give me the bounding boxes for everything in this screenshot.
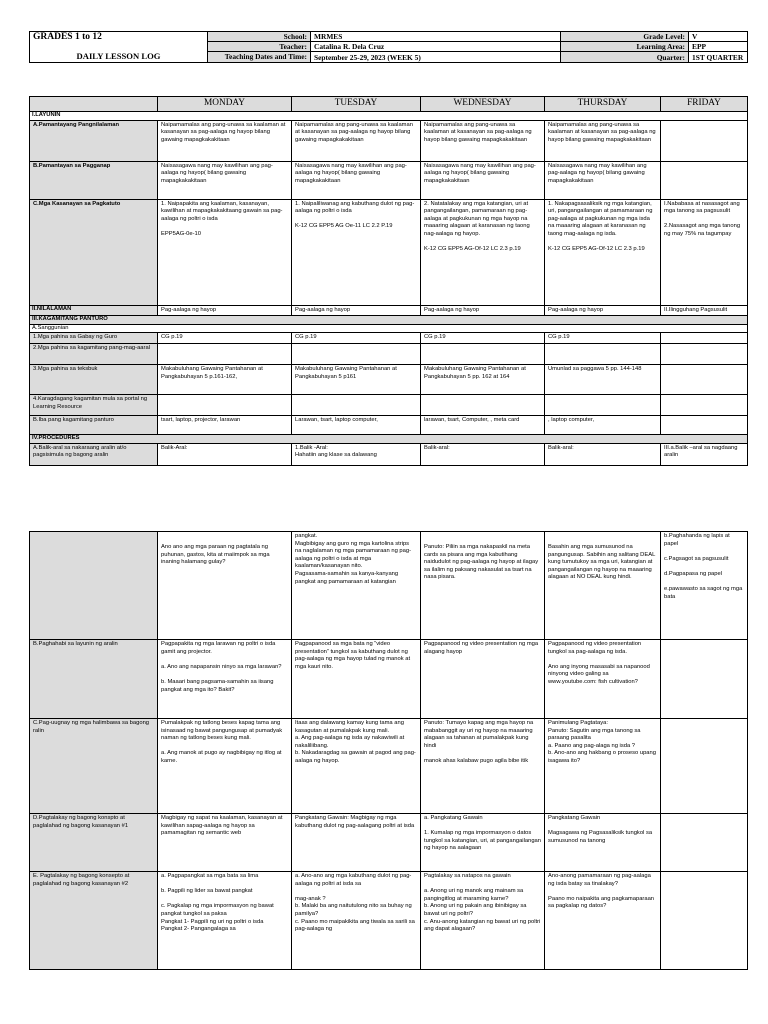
cell-karagdagang-mon [158,394,292,415]
teacher-label: Teacher: [208,42,311,52]
cell-pagtalakay2-thu: Ano-anong pamamaraan ng pag-aalaga ng isda batay sa tinalakay? Paano mo naipakita ang pagkamaparaan sa pagkalap ng datos? [545,872,661,970]
cell-pagkatuto-thu: 1. Nakapagsasaliksik ng mga katangian, uri, pangangailangan at pamamaraan ng pag-aalaga at pagkukunan ng mga isda na maaaring alagaan at karanasan ng taong mag-aalaga ng isda. K-12 CG EPP5 AG-Of-12 LC 2.3 p.19 [545,199,661,305]
cell-nilalaman-thu: Pag-aalaga ng hayop [545,305,661,316]
row-label-teksbuk: 3.Mga pahina sa teksbuk [30,364,158,394]
cell-pag-uugnay-wed: Panuto: Tumayo kapag ang mga hayop na mababanggit ay uri ng hayop na maaaring alagaan sa tahanan at pumalakpak kung hindi manok ahas kalabaw pugo agila bibe itik [421,719,545,814]
cell-pagganap-tue: Naisasagawa nang may kawilihan ang pag-aalaga ng hayop( bilang gawaing mapagkakakitaan [292,161,421,199]
cell-pangnilalaman-thu: Naipamamalas ang pang-unawa sa kaalaman at kasanayan sa pag-aalaga ng hayop bilang gawaing mapagkakakitaan [545,120,661,161]
section-nilalaman: II.NILALAMAN [30,305,158,316]
cell-gabay-fri [661,333,748,344]
grade-level-value: V [689,32,748,42]
cell-pagtalakay1-mon: Magbigay ng sapat na kaalaman, kasanayan at kawilihan sapag-aalaga ng hayop sa pamamagitan ng semantic web [158,814,292,872]
cell-pagtalakay1-tue: Pangkatang Gawain: Magbigay ng mga kabuthang dulot ng pag-aalagang poltri at isda [292,814,421,872]
cell-paghahabi-mon: Pagpapakita ng mga larawan ng poltri o isda gamit ang projector. a. Ano ang napapansin ninyo sa mga larawan? b. Maaari bang pagsama-samahin sa iisang pangkat ang mga ito? Bakit? [158,640,292,719]
quarter-value: 1ST QUARTER [689,52,748,63]
cell-iba-pang-thu: , laptop computer, [545,415,661,434]
cell-balik-aral-mon: Balik-Aral: [158,443,292,465]
day-header-tuesday: TUESDAY [292,97,421,112]
cell-pangnilalaman-tue: Naipamamalas ang pang-unawa sa kaalaman at kasanayan sa pag-aalaga ng hayop bilang gawaing mapagkakakitaan [292,120,421,161]
cell-continuation-thu: Basahin ang mga sumusunod na pangungusap. Sabihin ang salitang DEAL kung tumutukoy sa mga uri, katangian at pangangailangan ng hayop na maaaring alagaan at NO DEAL kung hindi. [545,532,661,640]
cell-gabay-thu: CG p.19 [545,333,661,344]
cell-kpm-fri [661,343,748,364]
daily-lesson-log-title: DAILY LESSON LOG [76,51,161,61]
cell-karagdagang-fri [661,394,748,415]
cell-balik-aral-fri: III.a.Balik –aral sa nagdaang aralin [661,443,748,465]
day-header-wednesday: WEDNESDAY [421,97,545,112]
section-kagamitan: III.KAGAMITANG PANTURO [30,316,748,325]
header-table [29,31,748,63]
school-value: MRMES [311,32,561,42]
cell-pagganap-fri [661,161,748,199]
cell-pagganap-thu: Naisasagawa nang may kawilihan ang pag-aalaga ng hayop( bilang gawaing mapagkakakitaan [545,161,661,199]
row-label-gabay: 1.Mga pahina sa Gabay ng Guro [30,333,158,344]
cell-continuation-tue: pangkat. Magbibigay ang guro ng mga kartolina strips na naglalaman ng mga pamamaraan ng pag-aalaga ng poltri o isda at mga kaalaman/kasanayan nito. Pagsasama-samahin sa kanya-kanyang pangkat ang pamamaraan at katangian [292,532,421,640]
row-label-pagkatuto: C.Mga Kasanayan sa Pagkatuto [30,199,158,305]
grades-title: GRADES 1 to 12 [33,32,102,42]
day-header-thursday: THURSDAY [545,97,661,112]
cell-pagkatuto-fri: I.Nababasa at nasasagot ang mga tanong sa pagsusulit 2.Nasasagot ang mga tanong ng may 75% na tagumpay [661,199,748,305]
cell-teksbuk-tue: Makabuluhang Gawaing Pantahanan at Pangkabuhayan 5 p161 [292,364,421,394]
cell-gabay-wed: CG p.19 [421,333,545,344]
cell-pagkatuto-wed: 2. Natatalakay ang mga katangian, uri at pangangailangan, pamamaraan ng pag-aalaga at pagkukunan ng mga hayop na maaaring alagaan at karanasan ng taong nag-aalaga ng hayop. K-12 CG EPP5 AG-Of-12 LC 2.3 p.19 [421,199,545,305]
cell-iba-pang-fri [661,415,748,434]
row-label-continuation [30,532,158,640]
cell-paghahabi-tue: Pagpapanood sa mga bata ng “video presentation” tungkol sa kabuthang dulot ng pag-aalaga ng mga hayop tulad ng manok at mga kauri nito. [292,640,421,719]
cell-balik-aral-tue: 1.Balik -Aral: Hahatiin ang klase sa dalawang [292,443,421,465]
cell-nilalaman-tue: Pag-aalaga ng hayop [292,305,421,316]
cell-balik-aral-thu: Balik-aral: [545,443,661,465]
lesson-table-page1 [29,96,748,466]
cell-iba-pang-tue: Larawan, tsart, laptop computer, [292,415,421,434]
cell-pagkatuto-mon: 1. Naipapakita ang kaalaman, kasanayan, kawilihan at mapagkakakitaang gawain sa pag-aalaga ng poltri o isda EPP5AG-0e-10 [158,199,292,305]
lesson-table-page2 [29,531,748,970]
cell-pagtalakay1-fri [661,814,748,872]
cell-pagtalakay1-thu: Pangkatang Gawain Magsagawa ng Pagsasaliksik tungkol sa sumusunod na tanong [545,814,661,872]
learning-area-label: Learning Area: [561,42,689,52]
day-header-friday: FRIDAY [661,97,748,112]
cell-pag-uugnay-mon: Pumalakpak ng tatlong beses kapag tama ang isinasaad ng bawat pangungusap at pumadyak naman ng tatlong beses kung mali. a. Ang manok at pugo ay nagbibigay ng itlog at karne. [158,719,292,814]
cell-pag-uugnay-thu: Panimulang Pagtataya: Panuto: Sagutin ang mga tanong sa paraang pasalita a. Paano ang pag-alaga ng isda ? b. Ano-ano ang hakbang o proseso upang isagawa ito? [545,719,661,814]
cell-nilalaman-wed: Pag-aalaga ng hayop [421,305,545,316]
row-label-kagamitang-pang-mag-aaral: 2.Mga pahina sa kagamitang pang-mag-aaral [30,343,158,364]
cell-pagtalakay2-mon: a. Pagpapangkat sa mga bata sa lima b. Pagpili ng lider sa bawat pangkat c. Pagkalap ng mga impormasyon ng bawat pangkat tungkol sa paksa Pangkat 1- Pagpili ng uri ng poltri o isda Pangkat 2- Pangangalaga sa [158,872,292,970]
cell-gabay-tue: CG p.19 [292,333,421,344]
cell-kpm-thu [545,343,661,364]
day-header-monday: MONDAY [158,97,292,112]
cell-pag-uugnay-tue: Itaas ang dalawang kamay kung tama ang kasagutan at pumalakpak kung mali. a. Ang pag-aalaga ng isda ay nakawiwili at nakaliliibang. b. Nakadaragdag sa gawain at pagod ang pag-aalaga ng hayop. [292,719,421,814]
cell-paghahabi-wed: Pagpapanood ng video presentation ng mga alagang hayop [421,640,545,719]
cell-iba-pang-wed: larawan, tsart, Computer, , meta card [421,415,545,434]
cell-iba-pang-mon: tsart, laptop, projector, larawan [158,415,292,434]
row-label-pagtalakay-1: D.Pagtalakay ng bagong konspto at paglalahad ng bagong kasanayan #1 [30,814,158,872]
cell-continuation-wed: Panuto: Piliin sa mga nakapaskil na meta cards sa pisara ang mga kabutihang naidudulot ng pag-aalaga ng hayop at ilagay sa ilalim ng paksang nakasulat sa tsart na nasa pisara. [421,532,545,640]
cell-balik-aral-wed: Balik-aral: [421,443,545,465]
cell-pagganap-mon: Naisasagawa nang may kawilihan ang pag-aalaga ng hayop( bilang gawaing mapagkakakitaan [158,161,292,199]
section-procedures: IV.PROCEDURES [30,434,748,443]
row-label-iba-pang: B.Iba pang kagamitang panturo [30,415,158,434]
row-label-paghahabi: B.Paghahabi sa layunin ng aralin [30,640,158,719]
cell-pagtalakay2-fri [661,872,748,970]
row-label-karagdagang: 4.Karagdagang kagamitan mula sa portal ng Learning Resource [30,394,158,415]
cell-nilalaman-fri: II.Ilingguhang Pagsusulit [661,305,748,316]
learning-area-value: EPP [689,42,748,52]
quarter-label: Quarter: [561,52,689,63]
dates-value: September 25-29, 2023 (WEEK 5) [311,52,561,63]
cell-continuation-mon: Ano ano ang mga paraan ng pagtatala ng puhunan, gastos, kita at maiimpok sa mga inaning halamang gulay? [158,532,292,640]
grade-level-label: Grade Level: [561,32,689,42]
cell-teksbuk-mon: Makabuluhang Gawaing Pantahanan at Pangkabuhayan 5 p.161-162, [158,364,292,394]
school-label: School: [208,32,311,42]
teacher-value: Catalina R. Dela Cruz [311,42,561,52]
cell-paghahabi-thu: Pagpapanood ng video presentation tungkol sa pag-aalaga ng isda. Ano ang inyong masasabi sa napanood ninyong video galing sa www.youtube.com: fish cultivation? [545,640,661,719]
cell-kpm-tue [292,343,421,364]
cell-pagkatuto-tue: 1. Naipaliliwanag ang kabuthang dulot ng pag-aalaga ng poltri o isda K-12 CG EPP5 AG Oe-11 LC 2.2 P.19 [292,199,421,305]
cell-karagdagang-tue [292,394,421,415]
section-layunin: I.LAYUNIN [30,112,748,121]
cell-pagganap-wed: Naisasagawa nang may kawilihan ang pag-aalaga ng hayop( bilang gawaing mapagkakakitaan [421,161,545,199]
dates-label: Teaching Dates and Time: [208,52,311,63]
header-title-cell [30,32,208,63]
cell-continuation-fri: b.Paghahanda ng lapis at papel c.Pagsagot sa pagsusulit d.Pagpapasa ng papel e.pawawasto sa sagot ng mga bata [661,532,748,640]
cell-pangnilalaman-mon: Naipamamalas ang pang-unawa sa kaalaman at kasanayan sa pag-aalaga ng hayop bilang gawaing mapagkakakitaan [158,120,292,161]
row-label-pagtalakay-2: E. Pagtalakay ng bagong konsepto at paglalahad ng bagong kasanayan #2 [30,872,158,970]
cell-paghahabi-fri [661,640,748,719]
cell-nilalaman-mon: Pag-aalaga ng hayop [158,305,292,316]
day-header-empty [30,97,158,112]
cell-pagtalakay2-wed: Pagtalakay sa natapos na gawain a. Anong uri ng manok ang mainam sa pangingitlog at maraming karne? b. Anong uri ng pakain ang ibinibigay sa bawat uri ng poltri? c. Anu-anong katangian ng bawat uri ng poltri ang dapat alagaan? [421,872,545,970]
cell-gabay-mon: CG p.19 [158,333,292,344]
cell-pangnilalaman-wed: Naipamamalas ang pang-unawa sa kaalaman at kasanayan sa pag-aalaga ng hayop bilang gawaing mapagkakakitaan [421,120,545,161]
cell-pag-uugnay-fri [661,719,748,814]
cell-pagtalakay1-wed: a. Pangkatang Gawain 1. Kumalap ng mga impormasyon o datos tungkol sa katangian, uri, at pangangailangan ng hayop na aalagaan [421,814,545,872]
cell-karagdagang-thu [545,394,661,415]
section-sanggunian: A.Sanggunian [30,324,748,333]
row-label-pagganap: B.Pamantayan sa Pagganap [30,161,158,199]
cell-kpm-wed [421,343,545,364]
row-label-pag-uugnay: C.Pag-uugnay ng mga halimbawa sa bagong ralin [30,719,158,814]
cell-kpm-mon [158,343,292,364]
cell-teksbuk-wed: Makabuluhang Gawaing Pantahanan at Pangkabuhayan 5 pp. 162 at 164 [421,364,545,394]
cell-karagdagang-wed [421,394,545,415]
cell-pangnilalaman-fri [661,120,748,161]
cell-teksbuk-thu: Umunlad sa paggawa 5 pp. 144-148 [545,364,661,394]
cell-teksbuk-fri [661,364,748,394]
cell-pagtalakay2-tue: a. Ano-ano ang mga kabuthang dulot ng pag-aalaga ng poltri at isda sa mag-anak ? b. Malaki ba ang naitutulong nito sa buhay ng pamilya? c. Paano mo maipakikita ang tiwala sa sarili sa pag-aalaga ng [292,872,421,970]
row-label-pangnilalaman: A.Pamantayang Pangnilalaman [30,120,158,161]
row-label-balik-aral: A.Balik-aral sa nakaraang aralin at/o pagsisimula ng bagong aralin [30,443,158,465]
